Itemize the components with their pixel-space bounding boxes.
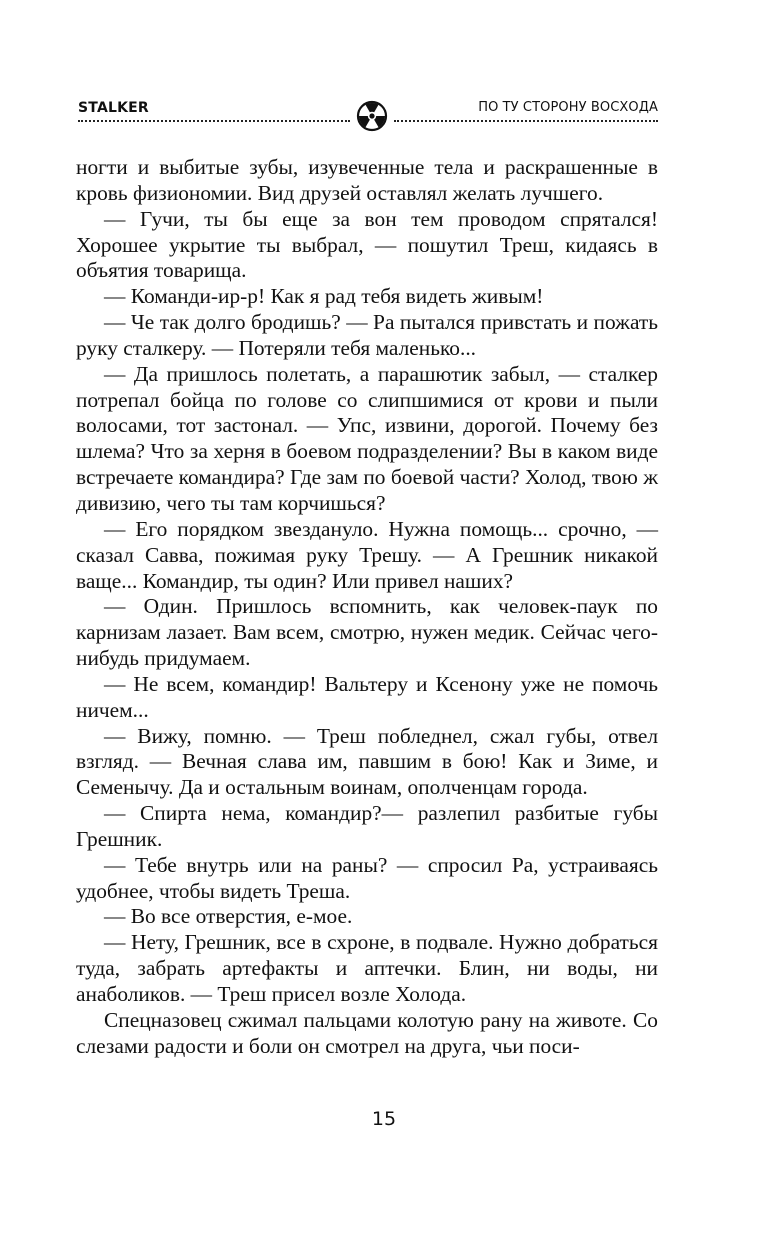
paragraph: — Че так долго бродишь? — Ра пытался привстать и пожать руку сталкеру. — Потеряли тебя маленько...	[76, 310, 658, 360]
page-number: 15	[371, 1108, 397, 1130]
header-dotted-rule-right	[394, 120, 658, 122]
radiation-icon	[356, 100, 388, 132]
paragraph: Спецназовец сжимал пальцами колотую рану на животе. Со слезами радости и боли он смотрел на друга, чьи поси-	[76, 1007, 658, 1058]
series-title: STALKER	[78, 100, 149, 116]
running-header	[78, 96, 658, 132]
book-title: ПО ТУ СТОРОНУ ВОСХОДА	[478, 100, 658, 115]
paragraph: — Один. Пришлось вспомнить, как человек-паук по карнизам лазает. Вам всем, смотрю, нужен медик. Сейчас чего-нибудь придумаем.	[76, 594, 658, 671]
paragraph: ногти и выбитые зубы, изувеченные тела и раскрашенные в кровь физиономии. Вид друзей оставлял желать лучшего.	[76, 155, 658, 205]
paragraph: — Гучи, ты бы еще за вон тем проводом спрятался! Хорошее укрытие ты выбрал, — пошутил Треш, кидаясь в объятия товарища.	[76, 206, 658, 283]
paragraph: — Не всем, командир! Вальтеру и Ксенону уже не помочь ничем...	[76, 671, 658, 722]
header-dotted-rule-left	[78, 120, 350, 122]
paragraph: — Его порядком звездануло. Нужна помощь... срочно, — сказал Савва, пожимая руку Трешу. — А Грешник никакой ваще... Командир, ты один? Или привел наших?	[76, 516, 658, 593]
paragraph: — Спирта нема, командир?— разлепил разбитые губы Грешник.	[76, 801, 658, 851]
paragraph: — Команди-ир-р! Как я рад тебя видеть живым!	[104, 284, 544, 309]
paragraph: — Во все отверстия, е-мое.	[104, 904, 353, 929]
paragraph: — Да пришлось полетать, а парашютик забыл, — сталкер потрепал бойца по голове со слипшимися от крови и пыли волосами, тот застонал. — Упс, извини, дорогой. Почему без шлема? Что за херня в боевом подразделении? Вы в каком виде встречаете командира? Где зам по боевой части? Холод, твою ж дивизию, чего ты там корчишься?	[76, 361, 658, 515]
paragraph: — Нету, Грешник, все в схроне, в подвале. Нужно добраться туда, забрать артефакты и аптечки. Блин, ни воды, ни анаболиков. — Треш присел возле Холода.	[76, 930, 658, 1006]
paragraph: — Вижу, помню. — Треш побледнел, сжал губы, отвел взгляд. — Вечная слава им, павшим в бою! Как и Зиме, и Семенычу. Да и остальным воинам, ополченцам города.	[76, 723, 658, 800]
paragraph: — Тебе внутрь или на раны? — спросил Ра, устраиваясь удобнее, чтобы видеть Треша.	[76, 852, 658, 903]
body-text	[76, 155, 658, 1060]
